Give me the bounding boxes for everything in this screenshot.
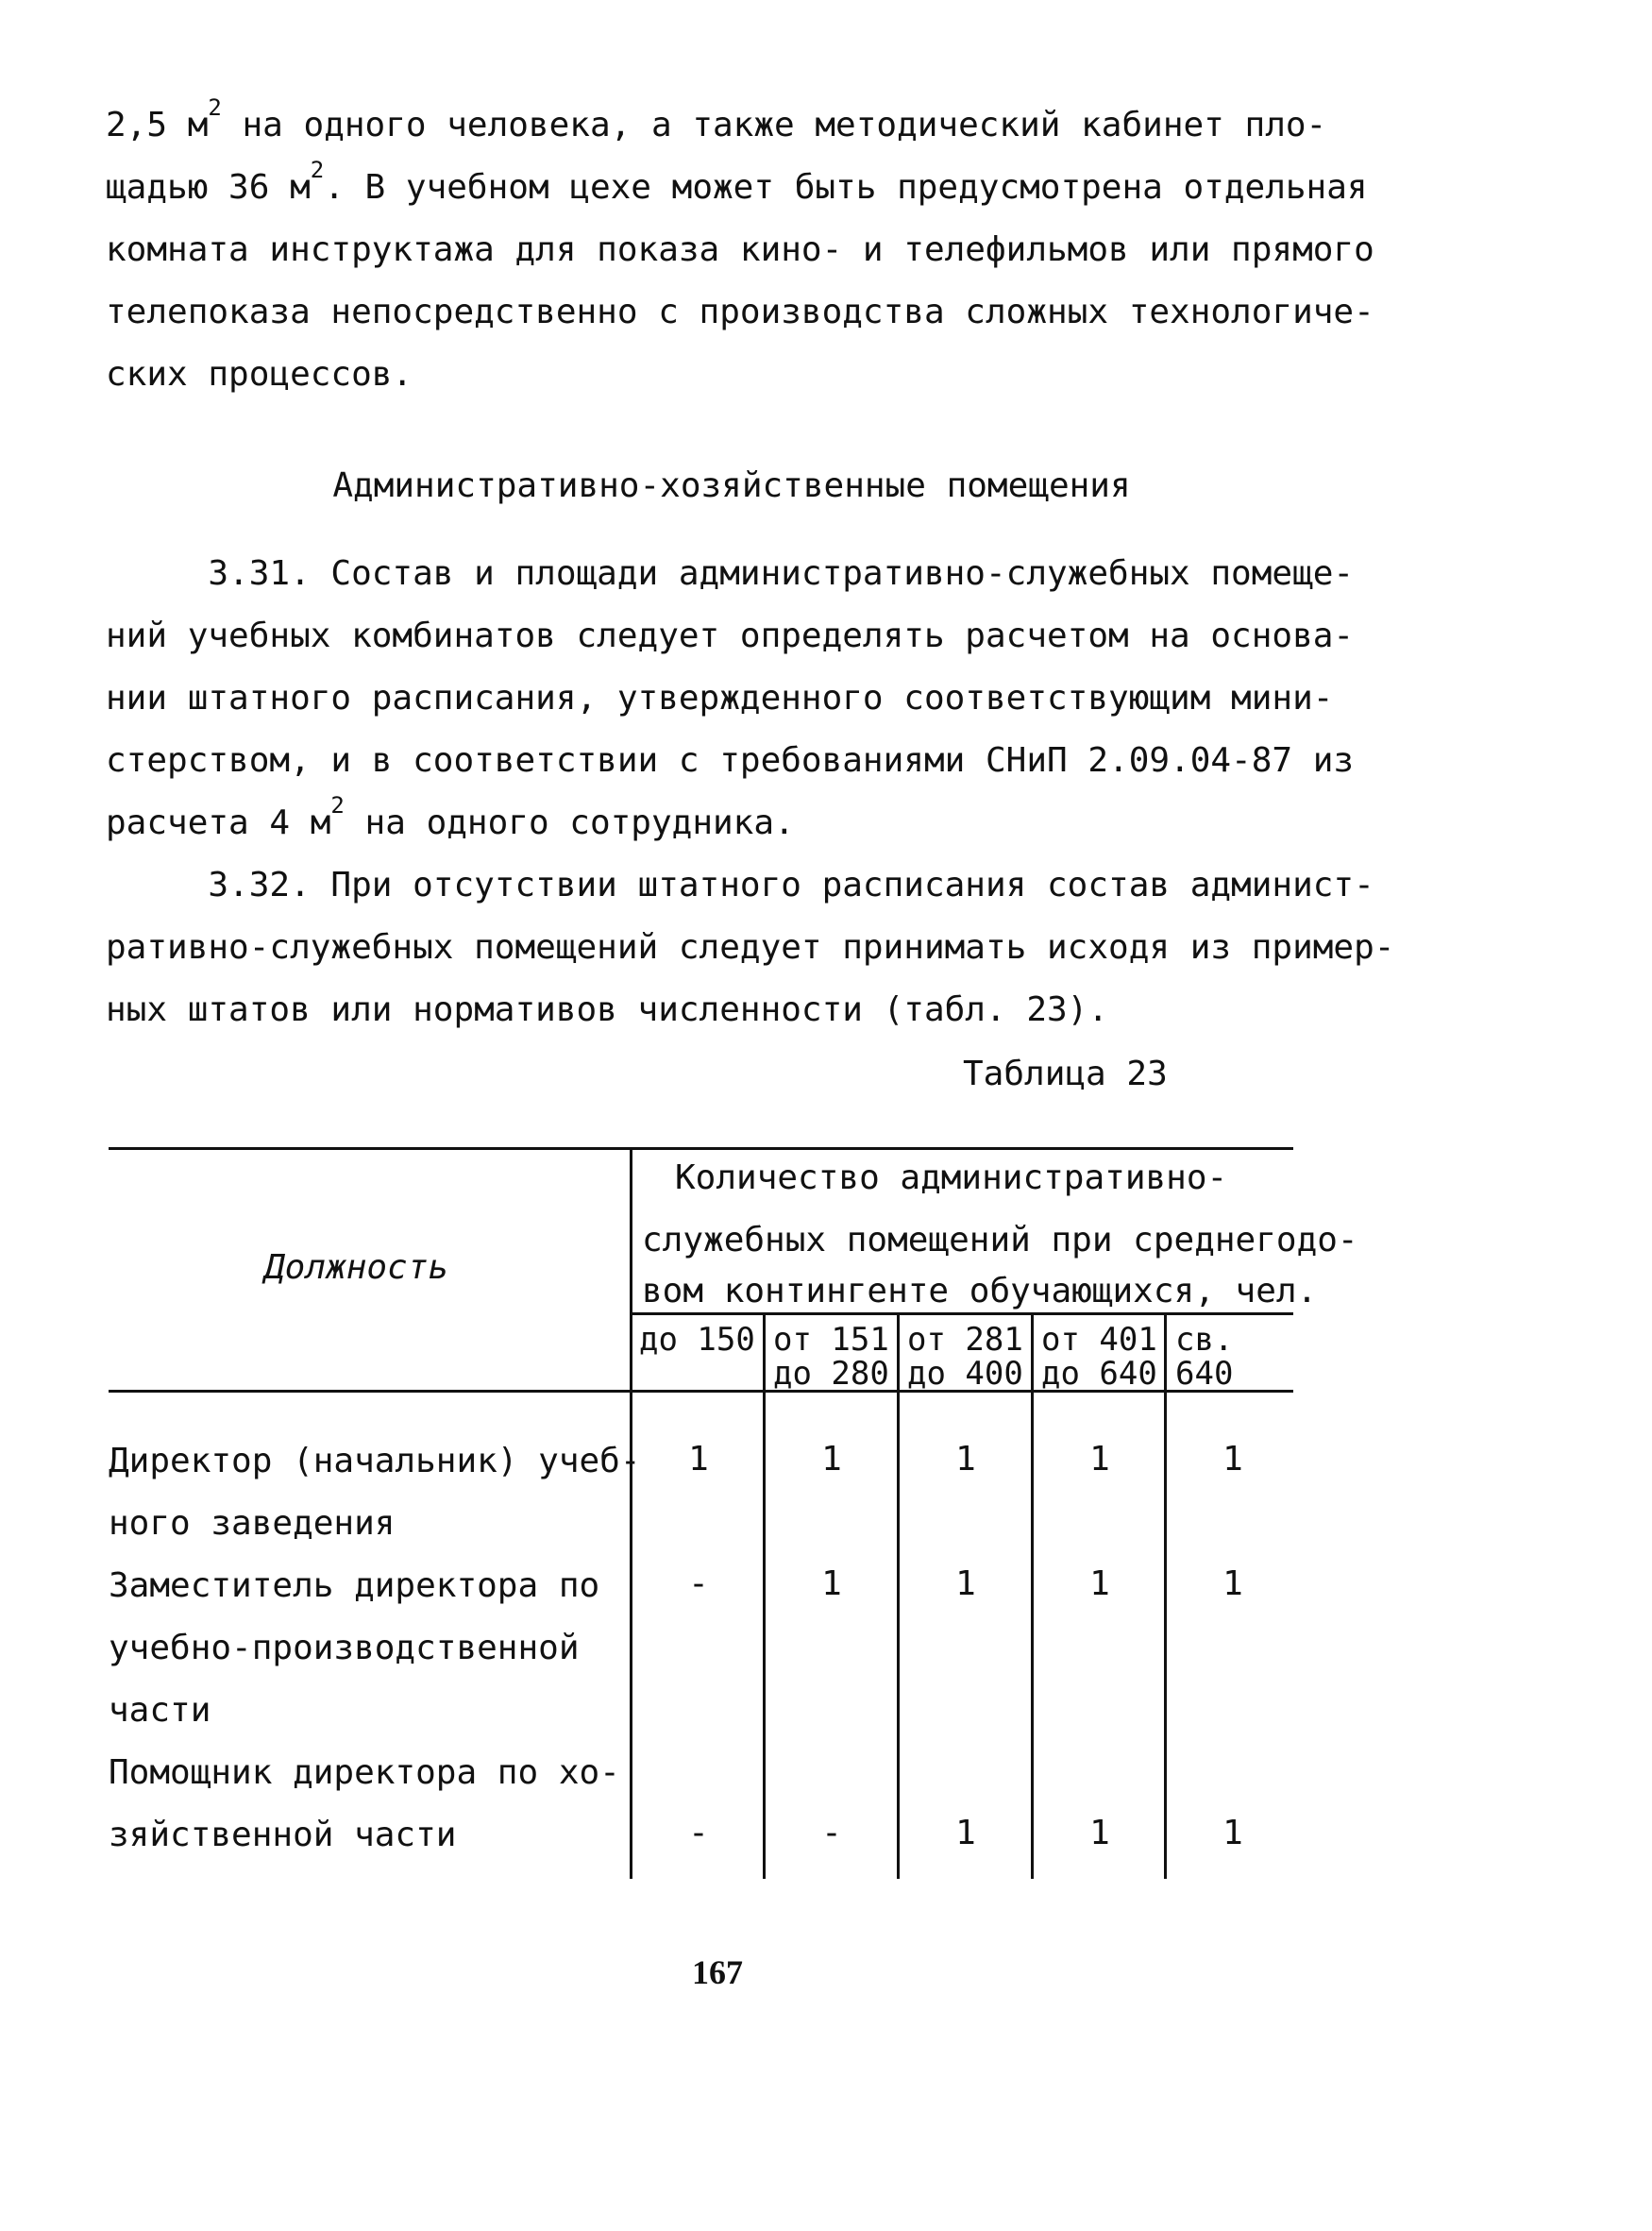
para-331-line-4: стерством, и в соответствии с требованиями СНиП 2.09.04-87 из [106, 741, 1355, 780]
row-1-value-2: 1 [821, 1440, 842, 1479]
column-divider-1 [630, 1147, 632, 1879]
row-2-position-line-2: учебно-производственной [109, 1629, 580, 1667]
subheader-col-3: от 281 до 400 [907, 1321, 1023, 1393]
header-group-line-1: Количество административно- [675, 1158, 1228, 1197]
row-1-position-line-2: ного заведения [109, 1504, 396, 1543]
section-heading: Административно-хозяйственные помещения [332, 466, 1131, 505]
subheader-col-4: от 401 до 640 [1041, 1321, 1157, 1393]
header-group-line-3: вом контингенте обучающихся, чел. [642, 1272, 1318, 1310]
para-331-line-5: расчета 4 $м^2$ на одного сотрудника. [106, 792, 795, 842]
positions-table [109, 1147, 1358, 1879]
row-2-position-line-1: Заместитель директора по [109, 1566, 600, 1605]
para-331-line-3: нии штатного расписания, утвержденного соответствующим мини- [106, 679, 1334, 718]
row-1-value-1: 1 [688, 1440, 709, 1479]
header-group-line-2: служебных помещений при среднегодо- [642, 1221, 1358, 1259]
para-332-line-3: ных штатов или нормативов численности (табл. 23). [106, 990, 1109, 1029]
row-3-position-line-1: Помощник директора по хо- [109, 1753, 620, 1792]
row-1-value-3: 1 [955, 1440, 976, 1479]
intro-paragraph [106, 94, 1374, 406]
row-3-value-2: - [821, 1814, 842, 1852]
intro-line-4: телепоказа непосредственно с производства сложных технологиче- [106, 293, 1374, 331]
row-2-value-4: 1 [1089, 1564, 1110, 1603]
intro-line-1: 2,5 $м^2$ на одного человека, а также методический кабинет пло- [106, 94, 1327, 144]
page-number: 167 [692, 1953, 743, 1991]
intro-line-5: ских процессов. [106, 355, 413, 394]
header-position: Должность [264, 1248, 449, 1287]
row-1-position-line-1: Директор (начальник) учеб- [109, 1442, 641, 1480]
subheader-col-5: св. 640 [1175, 1321, 1234, 1393]
row-3-value-3: 1 [955, 1814, 976, 1852]
row-3-value-5: 1 [1222, 1814, 1243, 1852]
row-3-value-4: 1 [1089, 1814, 1110, 1852]
row-2-value-3: 1 [955, 1564, 976, 1603]
row-1-value-5: 1 [1222, 1440, 1243, 1479]
table-caption: Таблица 23 [963, 1055, 1168, 1093]
subheader-col-2: от 151 до 280 [773, 1321, 889, 1393]
para-331-line-2: ний учебных комбинатов следует определять расчетом на основа- [106, 617, 1355, 655]
row-3-value-1: - [688, 1814, 709, 1852]
row-2-value-5: 1 [1222, 1564, 1243, 1603]
subheader-col-1: до 150 [639, 1321, 755, 1359]
row-3-position-line-2: зяйственной части [109, 1816, 457, 1854]
intro-line-2: щадью 36 $м^2$. В учебном цехе может быть предусмотрена отдельная [106, 157, 1368, 207]
intro-line-3: комната инструктажа для показа кино- и телефильмов или прямого [106, 230, 1374, 269]
para-331-line-1: 3.31. Состав и площади административно-служебных помеще- [106, 554, 1355, 593]
row-2-value-1: - [688, 1564, 709, 1603]
para-332-line-2: ративно-служебных помещений следует принимать исходя из пример- [106, 928, 1395, 967]
row-2-position-line-3: части [109, 1691, 211, 1730]
paragraph-3-31 [106, 543, 1355, 854]
row-1-value-4: 1 [1089, 1440, 1110, 1479]
para-332-line-1: 3.32. При отсутствии штатного расписания состав админист- [106, 866, 1374, 904]
paragraph-3-32 [106, 854, 1395, 1041]
row-2-value-2: 1 [821, 1564, 842, 1603]
